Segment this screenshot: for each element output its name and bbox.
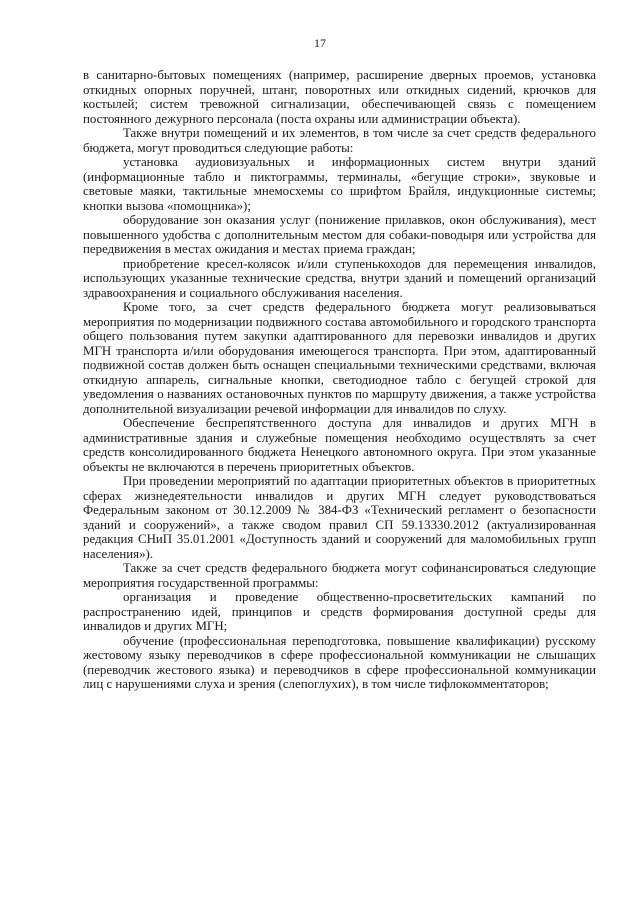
paragraph: Кроме того, за счет средств федерального бюджета могут реализовываться мероприятия по модернизации подвижного состава автомобильного и городского транспорта общего пользования путем закупки адаптированного для перевозки инвалидов и других МГН транспорта и/или оборудования имеющегося транспорта. При этом, адаптированный подвижной состав должен быть оснащен специальными техническими средствами, включая откидную аппарель, сигнальные кнопки, светодиодное табло с бегущей строкой для уведомления о названиях остановочных пунктов по маршруту движения, а также устройства дополнительной визуализации речевой информации для инвалидов по слуху.: [83, 300, 596, 416]
paragraph: обучение (профессиональная переподготовка, повышение квалификации) русскому жестовому языку переводчиков в сфере профессиональной коммуникации не слышащих (переводчик жестового языка) и переводчиков в сфере профессиональной коммуникации лиц с нарушениями слуха и зрения (слепоглухих), в том числе тифлокомментаторов;: [83, 633, 596, 691]
paragraph: оборудование зон оказания услуг (понижение прилавков, окон обслуживания), мест повышенного удобства с дополнительным местом для собаки-поводыря или устройства для передвижения в местах ожидания и местах приема граждан;: [83, 213, 596, 256]
paragraph: в санитарно-бытовых помещениях (например, расширение дверных проемов, установка откидных опорных поручней, штанг, поворотных или откидных сидений, крючков для костылей; систем тревожной сигнализации, обеспечивающей связь с помещением постоянного дежурного персонала (поста охраны или администрации объекта).: [83, 68, 596, 126]
page-number: 17: [314, 36, 326, 50]
paragraph: организация и проведение общественно-просветительских кампаний по распространению идей, принципов и средств формирования доступной среды для инвалидов и других МГН;: [83, 590, 596, 633]
paragraph: Также внутри помещений и их элементов, в том числе за счет средств федерального бюджета, могут проводиться следующие работы:: [83, 126, 596, 155]
paragraph: приобретение кресел-колясок и/или ступенькоходов для перемещения инвалидов, использующих указанные технические средства, внутри зданий и помещений организаций здравоохранения и социального обслуживания населения.: [83, 256, 596, 300]
paragraph: Обеспечение беспрепятственного доступа для инвалидов и других МГН в административные здания и служебные помещения необходимо осуществлять за счет средств консолидированного бюджета Ненецкого автономного округа. При этом указанные объекты не включаются в перечень приоритетных объектов.: [83, 416, 596, 474]
paragraph: Также за счет средств федерального бюджета могут софинансироваться следующие мероприятия государственной программы:: [83, 561, 596, 590]
paragraph: установка аудиовизуальных и информационных систем внутри зданий (информационные табло и пиктограммы, терминалы, «бегущие строки», звуковые и световые маяки, тактильные мнемосхемы со шрифтом Брайля, индукционные системы; кнопки вызова «помощника»);: [83, 155, 596, 213]
paragraph: При проведении мероприятий по адаптации приоритетных объектов в приоритетных сферах жизнедеятельности инвалидов и других МГН следует руководствоваться Федеральным законом от 30.12.2009 № 384-ФЗ «Технический регламент о безопасности зданий и сооружений», а также сводом правил СП 59.13330.2012 (актуализированная редакция СНиП 35.01.2001 «Доступность зданий и сооружений для маломобильных групп населения»).: [83, 474, 596, 561]
page-body: [83, 68, 596, 692]
